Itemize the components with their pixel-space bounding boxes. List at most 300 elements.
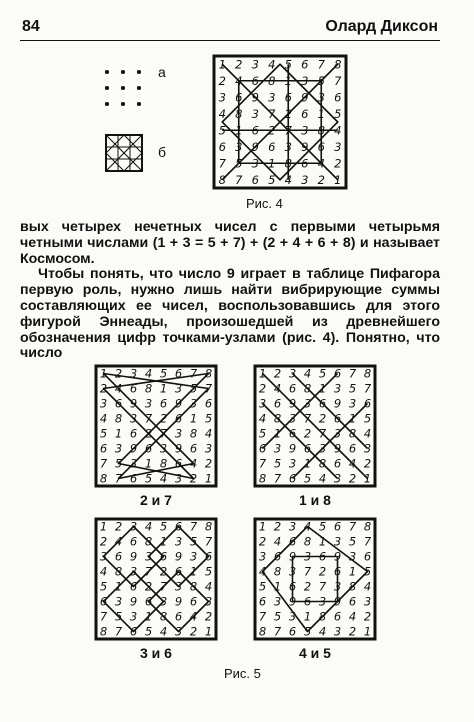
grid-cell: 6	[189, 441, 198, 456]
grid-cell: 6	[301, 156, 309, 171]
grid-cell: 1	[144, 456, 153, 471]
grid-cell: 4	[268, 57, 276, 72]
figure-4b-label: б	[158, 144, 167, 160]
grid-cell: 3	[301, 172, 309, 187]
grid-cell: 8	[273, 411, 282, 426]
grid-cell: 3	[251, 106, 259, 121]
grid-cell: 7	[144, 564, 153, 579]
grid-cell: 3	[114, 594, 123, 609]
grid-cell: 7	[114, 471, 123, 486]
grid-cell: 8	[99, 471, 108, 486]
grid-cell: 2	[204, 456, 213, 471]
grid-cell: 1	[114, 579, 123, 594]
grid-cell: 2	[273, 519, 282, 534]
grid-cell: 2	[273, 366, 282, 381]
grid-cell: 2	[348, 624, 357, 639]
grid-cell: 6	[129, 381, 138, 396]
grid-cell: 4	[144, 519, 153, 534]
grid-cell: 1	[273, 579, 282, 594]
grid-cell: 3	[174, 579, 183, 594]
grid-cell: 7	[303, 411, 312, 426]
grid-cell: 1	[348, 411, 357, 426]
grid-cell: 3	[174, 624, 183, 639]
grid-cell: 6	[174, 366, 183, 381]
grid-cell: 2	[363, 609, 372, 624]
grid-cell: 4	[258, 564, 267, 579]
page-number: 84	[22, 18, 40, 35]
grid-cell: 5	[99, 426, 108, 441]
grid-cell: 8	[144, 381, 153, 396]
grid-cell: 7	[318, 426, 327, 441]
grid-cell: 7	[363, 534, 372, 549]
grid-cell: 3	[174, 534, 183, 549]
grid-cell: 6	[303, 594, 312, 609]
grid-cell: 1	[159, 381, 168, 396]
grid-cell: 8	[159, 609, 168, 624]
grid-cell: 8	[303, 381, 312, 396]
figure-5-caption: Рис. 5	[224, 666, 261, 681]
grid-cell: 6	[333, 411, 342, 426]
grid-cell: 3	[318, 594, 327, 609]
grid-cell: 7	[273, 624, 282, 639]
grid-cell: 5	[114, 456, 123, 471]
grid-cell: 3	[363, 441, 372, 456]
grid-cell: 8	[189, 579, 198, 594]
grid-cell: 2	[159, 411, 168, 426]
grid-cell: 5	[189, 534, 198, 549]
grid-cell: 6	[288, 426, 297, 441]
grid-cell: 3	[159, 441, 168, 456]
grid-cell: 1	[363, 624, 372, 639]
grid-cell: 7	[303, 564, 312, 579]
grid-cell: 8	[273, 564, 282, 579]
grid-cell: 5	[218, 123, 226, 138]
grid-cell: 3	[251, 156, 259, 171]
grid-cell: 5	[318, 366, 327, 381]
grid-cell: 1	[235, 123, 243, 138]
grid-cell: 9	[174, 594, 183, 609]
grid-cell: 6	[251, 172, 259, 187]
grid-cell: 3	[348, 396, 357, 411]
grid-cell: 8	[114, 564, 123, 579]
grid-cell: 3	[333, 534, 342, 549]
grid-cell: 6	[129, 534, 138, 549]
grid-cell: 3	[129, 411, 138, 426]
grid-cell: 3	[333, 624, 342, 639]
grid-cell: 8	[218, 172, 226, 187]
grid-cell: 5	[144, 471, 153, 486]
grid-cell: 9	[174, 549, 183, 564]
grid-cell: 8	[317, 123, 325, 138]
paragraph-1: вых четырех нечетных чисел с первыми четырьмя четными числами (1 + 3 = 5 + 7) + (2 + 4 + 6 + 8) и называет Космосом.	[20, 219, 440, 267]
grid-cell: 7	[99, 456, 108, 471]
grid-cell: 4	[114, 381, 123, 396]
grid-cell: 2	[144, 579, 153, 594]
grid-cell: 3	[174, 471, 183, 486]
grid-cell: 8	[348, 579, 357, 594]
grid-cell: 5	[258, 579, 267, 594]
grid-cell: 7	[268, 106, 276, 121]
grid-cell: 1	[99, 519, 108, 534]
grid-cell: 3	[303, 396, 312, 411]
grid-cell: 3	[363, 594, 372, 609]
grid-cell: 3	[174, 426, 183, 441]
grid-cell: 9	[288, 441, 297, 456]
grid-cell: 9	[333, 549, 342, 564]
grid-cell: 2	[218, 73, 226, 88]
grid-cell: 5	[303, 624, 312, 639]
running-title: Олард Диксон	[325, 18, 438, 35]
grid-cell: 8	[144, 534, 153, 549]
grid-cell: 4	[273, 381, 282, 396]
grid-cell: 3	[204, 594, 213, 609]
grid-cell: 5	[268, 172, 276, 187]
grid-cell: 9	[251, 90, 259, 105]
grid-cell: 6	[174, 519, 183, 534]
grid-cell: 5	[273, 609, 282, 624]
grid-cell: 8	[189, 426, 198, 441]
grid-cell: 1	[114, 426, 123, 441]
grid-cell: 6	[204, 396, 213, 411]
grid-cell: 2	[258, 381, 267, 396]
grid-cell: 6	[318, 549, 327, 564]
grid-cell: 6	[301, 57, 309, 72]
grid-cell: 7	[317, 57, 325, 72]
grid-cell: 7	[218, 156, 226, 171]
grid-cell: 9	[129, 396, 138, 411]
grid-cell: 1	[258, 366, 267, 381]
grid-cell: 1	[303, 609, 312, 624]
grid-cell: 2	[189, 471, 198, 486]
grid-cell: 7	[258, 609, 267, 624]
grid-cell: 7	[159, 426, 168, 441]
grid-cell: 5	[348, 381, 357, 396]
grid-cell: 2	[348, 471, 357, 486]
grid-cell: 9	[301, 90, 309, 105]
panel-label-1-8: 1 и 8	[299, 492, 331, 508]
figure-5-grid-4-5	[251, 515, 379, 643]
grid-cell: 3	[99, 549, 108, 564]
grid-cell: 9	[301, 139, 309, 154]
grid-cell: 6	[273, 549, 282, 564]
grid-cell: 5	[318, 519, 327, 534]
paragraph-2: Чтобы понять, что число 9 играет в таблице Пифагора первую роль, нужно лишь найти вибрирующие суммы составляющих ее чисел, воспользовавшись для этого фигурой Эннеады, произошедшей из древнейшего обозначения цифр точками-узлами (рис. 4). Понятно, что число	[20, 266, 440, 362]
grid-cell: 6	[258, 594, 267, 609]
grid-cell: 2	[317, 172, 325, 187]
grid-cell: 6	[129, 579, 138, 594]
grid-cell: 6	[114, 396, 123, 411]
grid-cell: 3	[288, 456, 297, 471]
grid-cell: 4	[114, 534, 123, 549]
grid-cell: 1	[317, 106, 325, 121]
grid-cell: 5	[159, 366, 168, 381]
grid-cell: 3	[258, 549, 267, 564]
grid-cell: 6	[301, 106, 309, 121]
grid-cell: 1	[334, 172, 342, 187]
grid-cell: 2	[303, 426, 312, 441]
grid-cell: 5	[189, 381, 198, 396]
grid-cell: 8	[159, 456, 168, 471]
grid-cell: 7	[235, 172, 243, 187]
grid-cell: 3	[251, 57, 259, 72]
grid-cell: 4	[144, 366, 153, 381]
figure-5-grid-2-7	[92, 362, 220, 490]
grid-cell: 6	[129, 471, 138, 486]
grid-cell: 2	[159, 564, 168, 579]
grid-cell: 3	[174, 381, 183, 396]
grid-cell: 7	[258, 456, 267, 471]
grid-cell: 7	[348, 366, 357, 381]
grid-cell: 7	[114, 624, 123, 639]
grid-cell: 6	[174, 411, 183, 426]
grid-cell: 4	[334, 123, 342, 138]
grid-cell: 3	[144, 396, 153, 411]
grid-cell: 2	[189, 624, 198, 639]
grid-cell: 6	[159, 396, 168, 411]
figure-4-grid	[210, 52, 350, 192]
grid-cell: 5	[303, 471, 312, 486]
panel-label-4-5: 4 и 5	[299, 645, 331, 661]
grid-cell: 2	[114, 366, 123, 381]
grid-cell: 2	[114, 519, 123, 534]
grid-cell: 5	[317, 73, 325, 88]
grid-cell: 5	[348, 534, 357, 549]
grid-cell: 4	[303, 519, 312, 534]
grid-cell: 6	[273, 396, 282, 411]
grid-cell: 2	[99, 534, 108, 549]
grid-cell: 3	[288, 564, 297, 579]
figure-4b-network	[104, 133, 144, 173]
grid-cell: 3	[333, 579, 342, 594]
grid-cell: 2	[303, 579, 312, 594]
figure-5-grid-1-8	[251, 362, 379, 490]
grid-cell: 7	[189, 366, 198, 381]
grid-cell: 4	[273, 534, 282, 549]
grid-cell: 7	[159, 579, 168, 594]
grid-cell: 6	[235, 90, 243, 105]
grid-cell: 2	[258, 534, 267, 549]
grid-cell: 3	[144, 549, 153, 564]
grid-cell: 6	[303, 441, 312, 456]
grid-cell: 5	[99, 579, 108, 594]
grid-cell: 8	[318, 609, 327, 624]
grid-cell: 6	[129, 624, 138, 639]
grid-cell: 3	[159, 594, 168, 609]
grid-cell: 9	[129, 441, 138, 456]
grid-cell: 7	[204, 381, 213, 396]
grid-cell: 3	[288, 609, 297, 624]
grid-cell: 6	[333, 564, 342, 579]
grid-cell: 2	[318, 411, 327, 426]
grid-cell: 1	[218, 57, 226, 72]
grid-cell: 3	[258, 396, 267, 411]
grid-cell: 5	[334, 106, 342, 121]
grid-cell: 6	[159, 549, 168, 564]
grid-cell: 1	[284, 73, 292, 88]
grid-cell: 5	[204, 564, 213, 579]
grid-cell: 6	[251, 123, 259, 138]
grid-cell: 8	[204, 366, 213, 381]
grid-cell: 5	[284, 57, 292, 72]
grid-cell: 3	[333, 471, 342, 486]
grid-cell: 6	[334, 90, 342, 105]
grid-cell: 3	[318, 441, 327, 456]
grid-cell: 6	[333, 366, 342, 381]
grid-cell: 3	[333, 381, 342, 396]
grid-cell: 3	[284, 139, 292, 154]
grid-cell: 7	[99, 609, 108, 624]
grid-cell: 6	[363, 549, 372, 564]
grid-cell: 3	[129, 519, 138, 534]
grid-cell: 3	[129, 564, 138, 579]
grid-cell: 1	[189, 564, 198, 579]
grid-cell: 2	[318, 564, 327, 579]
grid-cell: 3	[301, 73, 309, 88]
connecting-line	[293, 557, 338, 602]
grid-cell: 4	[159, 624, 168, 639]
grid-cell: 2	[235, 57, 243, 72]
grid-cell: 9	[288, 549, 297, 564]
grid-cell: 3	[268, 90, 276, 105]
grid-cell: 3	[129, 456, 138, 471]
grid-cell: 1	[159, 534, 168, 549]
grid-cell: 2	[334, 156, 342, 171]
grid-cell: 8	[303, 534, 312, 549]
grid-cell: 8	[363, 519, 372, 534]
grid-cell: 2	[284, 106, 292, 121]
grid-cell: 4	[317, 156, 325, 171]
grid-cell: 6	[204, 549, 213, 564]
grid-cell: 4	[99, 564, 108, 579]
grid-cell: 1	[99, 366, 108, 381]
grid-cell: 7	[273, 471, 282, 486]
grid-cell: 4	[204, 426, 213, 441]
grid-cell: 4	[303, 366, 312, 381]
grid-cell: 2	[144, 426, 153, 441]
grid-cell: 5	[273, 456, 282, 471]
grid-cell: 6	[251, 73, 259, 88]
grid-cell: 6	[288, 534, 297, 549]
page-header	[20, 14, 440, 41]
grid-cell: 1	[363, 471, 372, 486]
figure-5-grid-3-6	[92, 515, 220, 643]
grid-cell: 8	[204, 519, 213, 534]
grid-cell: 4	[235, 73, 243, 88]
grid-cell: 8	[235, 106, 243, 121]
grid-cell: 3	[317, 90, 325, 105]
grid-cell: 9	[174, 396, 183, 411]
grid-cell: 6	[363, 396, 372, 411]
figure-4a-label: а	[158, 64, 166, 80]
grid-cell: 6	[144, 441, 153, 456]
grid-cell: 3	[129, 366, 138, 381]
grid-cell: 6	[268, 139, 276, 154]
grid-cell: 6	[318, 396, 327, 411]
grid-cell: 3	[235, 139, 243, 154]
grid-cell: 3	[334, 139, 342, 154]
grid-cell: 8	[363, 366, 372, 381]
grid-cell: 8	[114, 411, 123, 426]
grid-cell: 4	[348, 456, 357, 471]
grid-cell: 6	[348, 441, 357, 456]
grid-cell: 3	[288, 519, 297, 534]
grid-cell: 3	[288, 411, 297, 426]
grid-cell: 2	[204, 609, 213, 624]
grid-cell: 6	[333, 609, 342, 624]
panel-label-2-7: 2 и 7	[140, 492, 172, 508]
grid-cell: 7	[284, 123, 292, 138]
grid-cell: 7	[204, 534, 213, 549]
grid-cell: 1	[204, 471, 213, 486]
grid-cell: 3	[218, 90, 226, 105]
grid-cell: 4	[318, 624, 327, 639]
grid-cell: 9	[288, 396, 297, 411]
grid-cell: 4	[363, 426, 372, 441]
grid-cell: 7	[334, 73, 342, 88]
grid-cell: 4	[218, 106, 226, 121]
grid-cell: 6	[99, 594, 108, 609]
grid-cell: 3	[273, 594, 282, 609]
grid-cell: 4	[159, 471, 168, 486]
grid-cell: 3	[333, 426, 342, 441]
grid-cell: 7	[144, 411, 153, 426]
grid-cell: 6	[99, 441, 108, 456]
grid-cell: 5	[144, 624, 153, 639]
grid-cell: 1	[268, 156, 276, 171]
grid-cell: 6	[174, 564, 183, 579]
grid-cell: 9	[333, 441, 342, 456]
grid-cell: 6	[288, 471, 297, 486]
grid-cell: 3	[129, 609, 138, 624]
grid-cell: 1	[318, 381, 327, 396]
grid-cell: 1	[303, 456, 312, 471]
grid-cell: 6	[129, 426, 138, 441]
body-text	[20, 220, 440, 362]
grid-cell: 3	[301, 123, 309, 138]
grid-cell: 3	[189, 396, 198, 411]
grid-cell: 2	[363, 456, 372, 471]
grid-cell: 9	[129, 594, 138, 609]
grid-cell: 3	[288, 366, 297, 381]
grid-cell: 5	[159, 519, 168, 534]
grid-cell: 8	[258, 624, 267, 639]
grid-cell: 6	[288, 381, 297, 396]
grid-cell: 1	[318, 534, 327, 549]
grid-cell: 1	[189, 411, 198, 426]
grid-cell: 6	[144, 594, 153, 609]
grid-cell: 3	[114, 441, 123, 456]
grid-cell: 3	[189, 549, 198, 564]
grid-cell: 6	[317, 139, 325, 154]
grid-cell: 9	[129, 549, 138, 564]
grid-cell: 1	[204, 624, 213, 639]
grid-cell: 5	[114, 609, 123, 624]
grid-cell: 7	[348, 519, 357, 534]
grid-cell: 5	[363, 411, 372, 426]
grid-cell: 8	[268, 73, 276, 88]
grid-cell: 1	[258, 519, 267, 534]
grid-cell: 2	[99, 381, 108, 396]
grid-cell: 8	[99, 624, 108, 639]
grid-cell: 7	[318, 579, 327, 594]
grid-cell: 9	[251, 139, 259, 154]
figure-4-caption: Рис. 4	[246, 196, 283, 211]
grid-cell: 8	[334, 57, 342, 72]
grid-cell: 3	[303, 549, 312, 564]
grid-cell: 3	[204, 441, 213, 456]
grid-cell: 5	[204, 411, 213, 426]
grid-cell: 6	[114, 549, 123, 564]
